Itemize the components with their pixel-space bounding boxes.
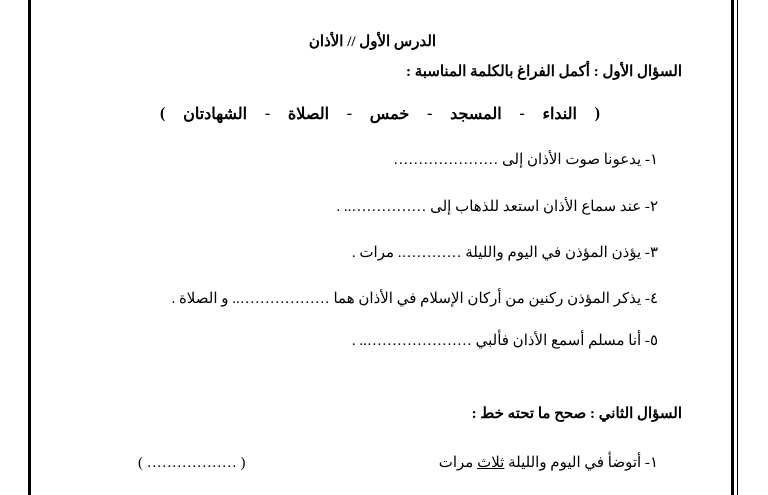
- page-border-right: [731, 0, 734, 495]
- word-bank-open-paren: (: [594, 105, 600, 122]
- word-bank-separator: -: [346, 105, 353, 122]
- question1-item-1: ١- يدعونا صوت الأذان إلى …………………: [393, 152, 658, 168]
- question2-heading: السؤال الثاني : صحح ما تحته خط :: [471, 406, 682, 422]
- word-bank-word-shahadatan: الشهادتان: [183, 106, 248, 123]
- word-bank-word-khams: خمس: [369, 106, 410, 123]
- word-bank: [160, 104, 600, 124]
- question2-item-1-after: مرات: [438, 455, 478, 471]
- word-bank-separator: -: [264, 105, 271, 122]
- word-bank-word-nidaa: النداء: [542, 106, 577, 123]
- question1-item-3: ٣- يؤذن المؤذن في اليوم والليلة …………. مرات .: [351, 245, 658, 261]
- word-bank-close-paren: ): [160, 105, 166, 122]
- question2-item-1: [439, 453, 658, 473]
- question2-answer-blank: ( ……………… ): [138, 455, 246, 471]
- word-bank-separator: -: [519, 105, 525, 122]
- page-border-left: [28, 0, 31, 495]
- question1-item-5: ٥- أنا مسلم أسمع الأذان فألبي ………………….. .: [351, 333, 658, 349]
- word-bank-separator: -: [427, 105, 433, 122]
- page-border-right-inner: [737, 0, 738, 495]
- question1-item-4: ٤- يذكر المؤذن ركنين من أركان الإسلام في الأذان هما ……………….. و الصلاة .: [171, 291, 658, 307]
- word-bank-word-masjid: المسجد: [450, 106, 502, 123]
- question1-item-2: ٢- عند سماع الأذان استعد للذهاب إلى …………….. .: [336, 199, 658, 215]
- question2-item-1-underlined: ثلاث: [477, 455, 505, 471]
- question1-heading: السؤال الأول : أكمل الفراغ بالكلمة المناسبة :: [405, 64, 682, 80]
- word-bank-word-salah: الصلاة: [287, 106, 330, 123]
- question2-item-1-before: ١- أتوضأ في اليوم والليلة: [504, 455, 658, 471]
- lesson-title: الدرس الأول // الأذان: [308, 34, 437, 50]
